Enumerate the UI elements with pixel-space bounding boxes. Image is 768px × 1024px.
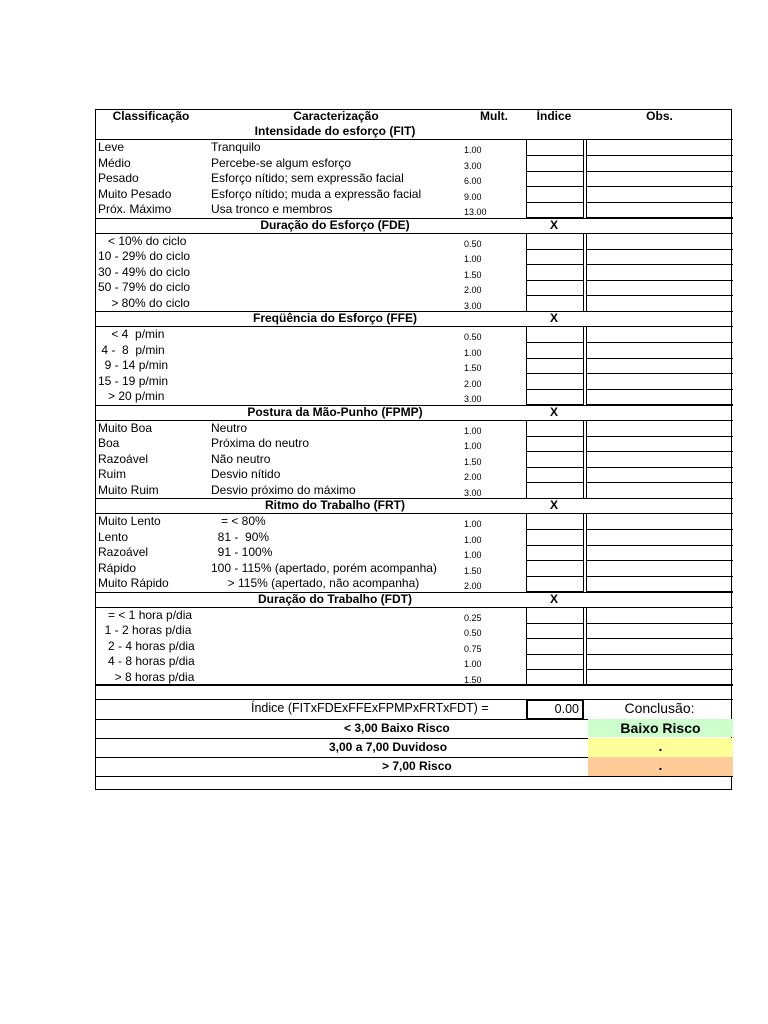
obs-input-cell[interactable]: [586, 265, 733, 281]
mult-cell: 13.00: [464, 207, 487, 217]
divider: [96, 684, 733, 685]
conclusion-value: Baixo Risco: [588, 719, 733, 737]
obs-input-cell[interactable]: [586, 421, 733, 437]
header-caracterizacao: Caracterização: [293, 109, 379, 123]
mult-cell: 3.00: [464, 394, 482, 404]
classificacao-cell: 9 - 14 p/min: [98, 358, 169, 372]
classificacao-cell: Próx. Máximo: [98, 202, 172, 216]
section-mark: X: [549, 498, 558, 512]
obs-input-cell[interactable]: [586, 358, 733, 374]
classificacao-cell: Ruim: [98, 467, 127, 481]
classificacao-cell: 4 - 8 p/min: [98, 342, 165, 357]
indice-input-cell[interactable]: [526, 421, 584, 437]
section-mark: X: [549, 217, 558, 232]
indice-input-cell[interactable]: [526, 514, 584, 530]
mult-cell: 1.50: [464, 674, 482, 685]
caracterizacao-cell: 81 - 90%: [211, 529, 270, 544]
table-row: [96, 171, 733, 187]
obs-input-cell[interactable]: [586, 608, 733, 624]
table-row: [96, 623, 733, 639]
obs-input-cell[interactable]: [586, 530, 733, 546]
caracterizacao-cell: Tranquilo: [211, 140, 261, 154]
classificacao-cell: 15 - 19 p/min: [98, 373, 169, 388]
classificacao-cell: 1 - 2 horas p/dia: [98, 623, 192, 637]
mult-cell: 1.00: [464, 441, 482, 451]
mult-cell: 1.50: [464, 269, 482, 280]
classificacao-cell: Muito Rápido: [98, 576, 169, 590]
caracterizacao-cell: Percebe-se algum esforço: [211, 155, 352, 170]
section-title: [96, 218, 733, 234]
indice-input-cell[interactable]: [526, 545, 584, 561]
obs-input-cell[interactable]: [586, 545, 733, 561]
indice-input-cell[interactable]: [526, 436, 584, 452]
indice-input-cell[interactable]: [526, 249, 584, 265]
mult-cell: 0.50: [464, 332, 482, 342]
obs-input-cell[interactable]: [586, 436, 733, 452]
obs-input-cell[interactable]: [586, 639, 733, 655]
mult-cell: 1.50: [464, 363, 482, 373]
indice-input-cell[interactable]: [526, 654, 584, 670]
obs-input-cell[interactable]: [586, 374, 733, 390]
classificacao-cell: Muito Pesado: [98, 186, 172, 201]
indice-input-cell[interactable]: [526, 561, 584, 577]
classificacao-cell: Pesado: [98, 171, 139, 185]
table-row: [96, 530, 733, 546]
divider: [96, 776, 733, 777]
classificacao-cell: 4 - 8 horas p/dia: [98, 654, 195, 668]
caracterizacao-cell: Usa tronco e membros: [211, 202, 333, 216]
mult-cell: 1.00: [464, 550, 482, 560]
mult-cell: 3.00: [464, 300, 482, 311]
table-row: [96, 452, 733, 468]
classificacao-cell: 10 - 29% do ciclo: [98, 249, 191, 263]
mult-cell: 3.00: [464, 487, 482, 498]
mult-cell: 3.00: [464, 160, 482, 171]
classificacao-cell: Médio: [98, 155, 131, 170]
indice-input-cell[interactable]: [526, 623, 584, 639]
section-title: [96, 498, 733, 514]
header-classificacao: Classificação: [112, 109, 190, 123]
table-row: [96, 483, 733, 499]
mid-risk-label: 3,00 a 7,00 Duvidoso: [329, 740, 448, 754]
classificacao-cell: Rápido: [98, 560, 137, 575]
classificacao-cell: Muito Ruim: [98, 482, 159, 497]
caracterizacao-cell: 100 - 115% (apertado, porém acompanha): [211, 560, 437, 575]
table-row: [96, 249, 733, 265]
mult-cell: 1.50: [464, 565, 482, 576]
table-row: [96, 576, 733, 592]
obs-input-cell[interactable]: [586, 234, 733, 250]
obs-input-cell[interactable]: [586, 514, 733, 530]
mid-risk-value: .: [588, 738, 733, 757]
indice-input-cell[interactable]: [526, 576, 584, 592]
mult-cell: 1.00: [464, 145, 482, 155]
mult-cell: 1.00: [464, 425, 482, 436]
table-row: [96, 327, 733, 343]
indice-input-cell[interactable]: [526, 452, 584, 468]
table-row: [96, 436, 733, 452]
caracterizacao-cell: Desvio nítido: [211, 467, 281, 481]
mult-cell: 2.00: [464, 378, 482, 389]
indice-input-cell[interactable]: [526, 296, 584, 312]
obs-input-cell[interactable]: [586, 171, 733, 187]
obs-input-cell[interactable]: [586, 389, 733, 405]
section-title: [96, 592, 733, 608]
classificacao-cell: > 20 p/min: [98, 389, 165, 403]
table-row: [96, 265, 733, 281]
classificacao-cell: Razoável: [98, 545, 149, 559]
table-row: [96, 234, 733, 250]
classificacao-cell: Muito Boa: [98, 420, 153, 435]
table-row: [96, 140, 733, 156]
mult-cell: 1.50: [464, 456, 482, 467]
obs-input-cell[interactable]: [586, 654, 733, 670]
table-row: [96, 421, 733, 437]
section-title-text: Postura da Mão-Punho (FPMP): [247, 404, 423, 419]
indice-input-cell[interactable]: [526, 374, 584, 390]
obs-input-cell[interactable]: [586, 483, 733, 499]
section-mark: X: [549, 311, 558, 325]
header-obs: Obs.: [646, 109, 673, 123]
indice-input-cell[interactable]: [526, 171, 584, 187]
section-title: [96, 124, 733, 140]
classificacao-cell: > 80% do ciclo: [98, 295, 190, 310]
mult-cell: 1.00: [464, 519, 482, 529]
indice-input-cell[interactable]: [526, 156, 584, 172]
classificacao-cell: 30 - 49% do ciclo: [98, 264, 191, 279]
caracterizacao-cell: 91 - 100%: [211, 545, 273, 559]
obs-input-cell[interactable]: [586, 249, 733, 265]
indice-input-cell[interactable]: [526, 343, 584, 359]
classificacao-cell: Muito Lento: [98, 514, 161, 528]
obs-input-cell[interactable]: [586, 327, 733, 343]
classificacao-cell: Razoável: [98, 451, 149, 466]
classificacao-cell: Lento: [98, 529, 129, 544]
table-row: [96, 561, 733, 577]
conclusion-label: Conclusão:: [624, 700, 695, 716]
classificacao-cell: 2 - 4 horas p/dia: [98, 638, 195, 653]
caracterizacao-cell: Neutro: [211, 420, 248, 435]
mult-cell: 0.50: [464, 238, 482, 249]
obs-input-cell[interactable]: [586, 187, 733, 203]
obs-input-cell[interactable]: [586, 576, 733, 592]
table-row: [96, 343, 733, 359]
caracterizacao-cell: > 115% (apertado, não acompanha): [211, 576, 420, 590]
mult-cell: 0.25: [464, 612, 482, 623]
obs-input-cell[interactable]: [586, 280, 733, 296]
section-title-text: Duração do Trabalho (FDT): [257, 591, 412, 606]
indice-input-cell[interactable]: [526, 467, 584, 483]
classificacao-cell: 50 - 79% do ciclo: [98, 280, 191, 294]
indice-input-cell[interactable]: [526, 265, 584, 281]
caracterizacao-cell: Desvio próximo do máximo: [211, 482, 356, 497]
mult-cell: 2.00: [464, 285, 482, 295]
table-row: [96, 654, 733, 670]
obs-input-cell[interactable]: [586, 156, 733, 172]
mult-cell: 0.75: [464, 643, 482, 654]
high-risk-label: > 7,00 Risco: [382, 759, 452, 773]
table-row: [96, 670, 733, 686]
table-row: [96, 358, 733, 374]
table-row: [96, 514, 733, 530]
mult-cell: 2.00: [464, 581, 482, 591]
section-mark: X: [549, 591, 558, 606]
indice-input-cell[interactable]: [526, 202, 584, 218]
classificacao-cell: < 4 p/min: [98, 327, 165, 341]
obs-input-cell[interactable]: [586, 296, 733, 312]
indice-input-cell[interactable]: [526, 140, 584, 156]
high-risk-value: .: [588, 757, 733, 776]
indice-input-cell[interactable]: [526, 327, 584, 343]
low-risk-label: < 3,00 Baixo Risco: [344, 721, 450, 735]
section-title-text: Ritmo do Trabalho (FRT): [265, 498, 405, 512]
indice-input-cell[interactable]: [526, 358, 584, 374]
indice-input-cell[interactable]: [526, 234, 584, 250]
obs-input-cell[interactable]: [586, 467, 733, 483]
obs-input-cell[interactable]: [586, 623, 733, 639]
classificacao-cell: Boa: [98, 436, 120, 450]
obs-input-cell[interactable]: [586, 343, 733, 359]
indice-input-cell[interactable]: [526, 639, 584, 655]
header-mult: Mult.: [480, 109, 508, 123]
caracterizacao-cell: Esforço nítido; muda a expressão facial: [211, 186, 422, 201]
indice-input-cell[interactable]: [526, 280, 584, 296]
indice-input-cell[interactable]: [526, 187, 584, 203]
strain-index-table: [95, 109, 732, 790]
formula-label: Índice (FITxFDExFFExFPMPxFRTxFDT) =: [251, 701, 489, 715]
classificacao-cell: < 10% do ciclo: [98, 233, 187, 248]
mult-cell: 0.50: [464, 628, 482, 638]
obs-input-cell[interactable]: [586, 140, 733, 156]
indice-input-cell[interactable]: [526, 389, 584, 405]
table-row: [96, 280, 733, 296]
table-row: [96, 389, 733, 405]
mult-cell: 1.00: [464, 347, 482, 358]
caracterizacao-cell: Próxima do neutro: [211, 436, 310, 450]
classificacao-cell: Leve: [98, 140, 125, 154]
divider: [96, 685, 733, 686]
indice-input-cell[interactable]: [526, 483, 584, 499]
header-indice: Índice: [536, 109, 572, 123]
section-title-text: Freqüência do Esforço (FFE): [252, 311, 417, 325]
mult-cell: 9.00: [464, 191, 482, 202]
caracterizacao-cell: Esforço nítido; sem expressão facial: [211, 171, 404, 185]
table-row: [96, 156, 733, 172]
caracterizacao-cell: Não neutro: [211, 451, 271, 466]
obs-input-cell[interactable]: [586, 452, 733, 468]
index-value: 0.00: [526, 699, 584, 720]
mult-cell: 2.00: [464, 472, 482, 482]
classificacao-cell: > 8 horas p/dia: [98, 669, 195, 684]
indice-input-cell[interactable]: [526, 530, 584, 546]
section-title-text: Intensidade do esforço (FIT): [254, 124, 416, 138]
indice-input-cell[interactable]: [526, 608, 584, 624]
obs-input-cell[interactable]: [586, 202, 733, 218]
section-title-text: Duração do Esforço (FDE): [260, 217, 410, 232]
mult-cell: 1.00: [464, 659, 482, 669]
mult-cell: 6.00: [464, 176, 482, 186]
table-row: [96, 608, 733, 624]
table-row: [96, 202, 733, 218]
table-row: [96, 187, 733, 203]
section-mark: X: [549, 404, 558, 419]
mult-cell: 1.00: [464, 534, 482, 545]
caracterizacao-cell: = < 80%: [211, 514, 266, 528]
table-row: [96, 296, 733, 312]
section-title: [96, 405, 733, 421]
obs-input-cell[interactable]: [586, 561, 733, 577]
table-row: [96, 467, 733, 483]
table-row: [96, 545, 733, 561]
table-row: [96, 374, 733, 390]
section-title: [96, 311, 733, 327]
classificacao-cell: = < 1 hora p/dia: [98, 607, 193, 622]
mult-cell: 1.00: [464, 254, 482, 264]
table-row: [96, 639, 733, 655]
